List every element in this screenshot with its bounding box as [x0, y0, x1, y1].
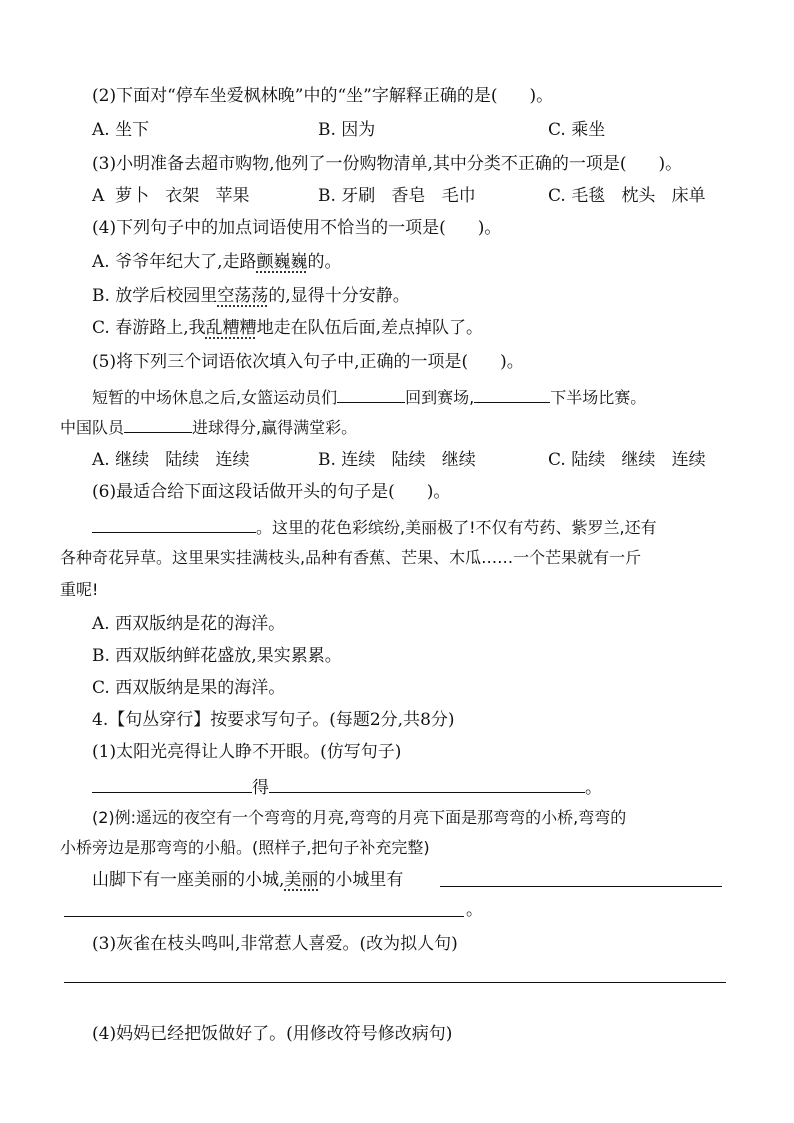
- answer-blank[interactable]: [269, 774, 585, 793]
- dotted-word: 空荡荡: [217, 286, 269, 306]
- question-3-stem: (3)小明准备去超市购物,他列了一份购物清单,其中分类不正确的一项是( )。: [92, 154, 683, 174]
- q6-passage-line-2: 各种奇花异草。这里果实挂满枝头,品种有香蕉、芒果、木瓜……一个芒果就有一斤: [60, 548, 642, 567]
- section-4-title: 4.【句丛穿行】按要求写句子。(每题2分,共8分): [92, 710, 455, 730]
- q2-option-c: C. 乘坐: [548, 120, 606, 140]
- answer-line[interactable]: [440, 886, 722, 887]
- q6-option-b: B. 西双版纳鲜花盛放,果实累累。: [92, 646, 342, 666]
- q6-passage-line-1: 。这里的花色彩缤纷,美丽极了!不仅有芍药、紫罗兰,还有: [92, 514, 657, 540]
- s4-item-2-prompt: 山脚下有一座美丽的小城,美丽的小城里有: [92, 870, 404, 890]
- q4-option-c: C. 春游路上,我乱糟糟地走在队伍后面,差点掉队了。: [92, 318, 484, 338]
- s4-item-2-example: (2)例:遥远的夜空有一个弯弯的月亮,弯弯的月亮下面是那弯弯的小桥,弯弯的: [92, 808, 627, 827]
- q5-passage-line-1: 短暂的中场休息之后,女篮运动员们 回到赛场, 下半场比赛。: [92, 384, 646, 410]
- s4-item-1: (1)太阳光亮得让人睁不开眼。(仿写句子): [92, 742, 402, 762]
- dotted-word: 颤巍巍: [256, 252, 308, 272]
- question-6-stem: (6)最适合给下面这段话做开头的句子是( )。: [92, 482, 451, 502]
- q5-option-a: A. 继续 陆续 连续: [92, 450, 250, 470]
- q2-option-a: A. 坐下: [92, 120, 150, 140]
- s4-item-2-example-cont: 小桥旁边是那弯弯的小船。(照样子,把句子补充完整): [60, 838, 430, 857]
- s4-item-1-answer-line: 得 。: [92, 774, 602, 800]
- dotted-word: 乱糟糟: [205, 318, 257, 338]
- fill-blank[interactable]: [474, 384, 550, 403]
- s4-item-3: (3)灰雀在枝头鸣叫,非常惹人喜爱。(改为拟人句): [92, 934, 458, 954]
- answer-blank[interactable]: [92, 774, 252, 793]
- q5-option-c: C. 陆续 继续 连续: [548, 450, 706, 470]
- s4-item-4: (4)妈妈已经把饭做好了。(用修改符号修改病句): [92, 1024, 453, 1044]
- answer-line[interactable]: [64, 982, 726, 983]
- q5-passage-line-2: 中国队员 进球得分,赢得满堂彩。: [60, 414, 357, 440]
- answer-line[interactable]: [64, 916, 464, 917]
- q6-passage-line-3: 重呢!: [60, 580, 99, 599]
- q3-option-b: B. 牙刷 香皂 毛巾: [318, 186, 476, 206]
- fill-blank[interactable]: [124, 414, 192, 433]
- fill-blank[interactable]: [337, 384, 405, 403]
- q5-option-b: B. 连续 陆续 继续: [318, 450, 476, 470]
- fill-blank[interactable]: [92, 514, 256, 533]
- q3-option-a: A 萝卜 衣架 苹果: [92, 186, 250, 206]
- question-5-stem: (5)将下列三个词语依次填入句子中,正确的一项是( )。: [92, 352, 524, 372]
- q3-option-c: C. 毛毯 枕头 床单: [548, 186, 706, 206]
- q2-option-b: B. 因为: [318, 120, 376, 140]
- q6-option-a: A. 西双版纳是花的海洋。: [92, 614, 286, 634]
- q6-option-c: C. 西双版纳是果的海洋。: [92, 678, 286, 698]
- period: 。: [466, 900, 483, 920]
- q4-option-a: A. 爷爷年纪大了,走路颤巍巍的。: [92, 252, 342, 272]
- question-4-stem: (4)下列句子中的加点词语使用不恰当的一项是( )。: [92, 218, 502, 238]
- dotted-word: 美丽: [284, 870, 319, 890]
- q4-option-b: B. 放学后校园里空荡荡的,显得十分安静。: [92, 286, 410, 306]
- question-2-stem: (2)下面对“停车坐爱枫林晚”中的“坐”字解释正确的是( )。: [92, 86, 554, 106]
